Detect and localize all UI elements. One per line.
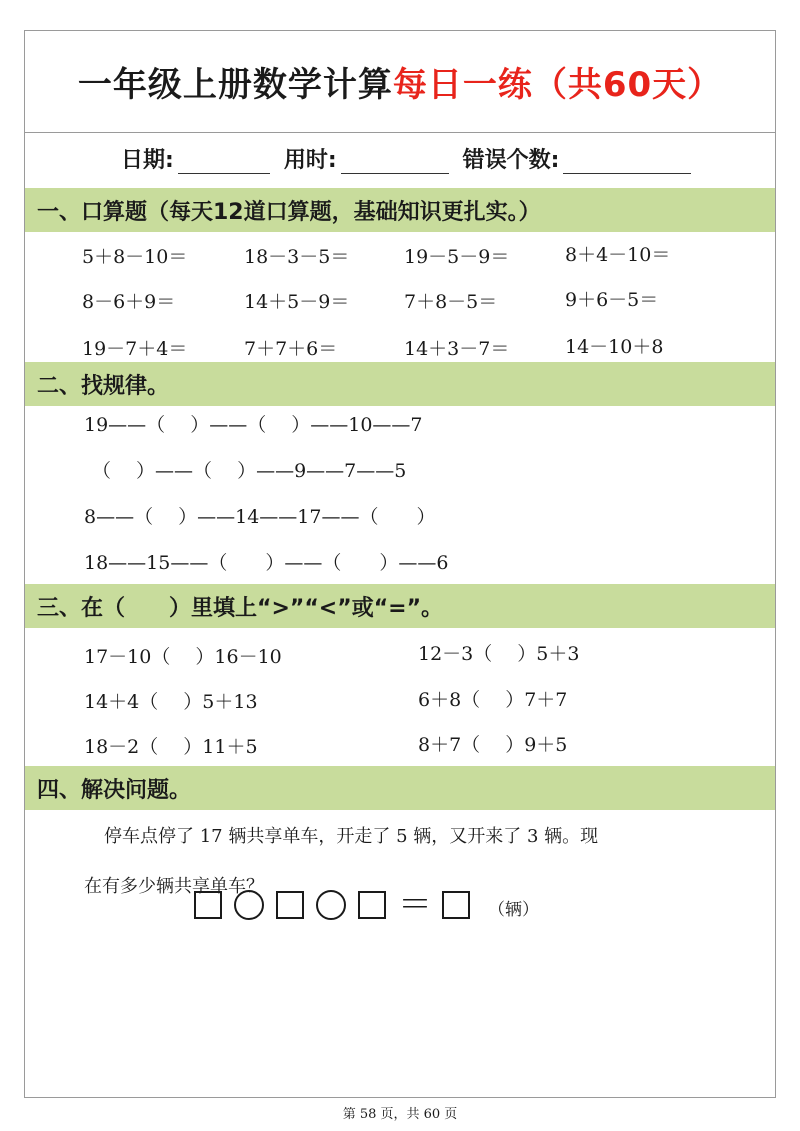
errors-label: 错误个数: <box>462 147 560 173</box>
pattern-row: 19——（ ）——（ ）——10——7 <box>84 414 423 436</box>
page-title <box>25 31 775 133</box>
math-item: 8＋4－10＝ <box>565 244 671 266</box>
math-item: 14－10＋8 <box>565 336 664 358</box>
time-field[interactable] <box>284 143 449 174</box>
time-label: 用时: <box>283 147 337 173</box>
compare-item: 8＋7（ ）9＋5 <box>418 734 568 756</box>
equals-sign: ＝ <box>398 885 432 925</box>
compare-item: 14＋4（ ）5＋13 <box>84 691 258 713</box>
math-item: 7＋7＋6＝ <box>244 338 338 360</box>
operator-circle[interactable] <box>316 890 346 920</box>
date-blank[interactable] <box>178 151 270 174</box>
title-red: 每日一练（共60天） <box>392 65 723 105</box>
compare-item: 17－10（ ）16－10 <box>84 646 282 668</box>
math-item: 19－7＋4＝ <box>82 338 188 360</box>
math-item: 14＋3－7＝ <box>404 338 510 360</box>
page-footer: 第 58 页，共 60 页 <box>342 1107 458 1122</box>
errors-field[interactable] <box>463 143 692 174</box>
compare-item: 6＋8（ ）7＋7 <box>418 689 568 711</box>
section-compare-heading: 三、在（ ）里填上“>”“<”或“=”。 <box>25 584 775 628</box>
math-item: 18－3－5＝ <box>244 246 350 268</box>
result-box-square[interactable] <box>442 891 470 919</box>
problem-text-line1: 停车点停了 17 辆共享单车，开走了 5 辆，又开来了 3 辆。现 <box>104 826 599 847</box>
problem-text-line2: 在有多少辆共享单车？ <box>84 876 264 897</box>
pattern-row: 18——15——（ ）——（ ）——6 <box>84 552 449 574</box>
math-item: 8－6＋9＝ <box>82 291 176 313</box>
section-problem-heading: 四、解决问题。 <box>25 766 775 810</box>
date-label: 日期: <box>121 147 174 173</box>
math-item: 9＋6－5＝ <box>565 289 659 311</box>
answer-box-square[interactable] <box>358 891 386 919</box>
pattern-row: （ ）——（ ）——9——7——5 <box>92 460 407 482</box>
errors-blank[interactable] <box>563 151 691 174</box>
compare-item: 12－3（ ）5＋3 <box>418 643 580 665</box>
title-black: 一年级上册数学计算 <box>77 65 393 105</box>
math-item: 7＋8－5＝ <box>404 291 498 313</box>
compare-item: 18－2（ ）11＋5 <box>84 736 258 758</box>
section-mental-math-heading: 一、口算题（每天12道口算题，基础知识更扎实。） <box>25 188 775 232</box>
date-field[interactable] <box>121 143 270 174</box>
answer-box-square[interactable] <box>276 891 304 919</box>
pattern-row: 8——（ ）——14——17——（ ） <box>84 506 436 528</box>
section-patterns-heading: 二、找规律。 <box>25 362 775 406</box>
math-item: 5＋8－10＝ <box>82 246 188 268</box>
answer-box-square[interactable] <box>194 891 222 919</box>
unit-label: （辆） <box>488 899 539 920</box>
operator-circle[interactable] <box>234 890 264 920</box>
math-item: 19－5－9＝ <box>404 246 510 268</box>
time-blank[interactable] <box>341 151 449 174</box>
math-item: 14＋5－9＝ <box>244 291 350 313</box>
answer-equation <box>194 885 539 925</box>
info-row <box>25 132 775 184</box>
